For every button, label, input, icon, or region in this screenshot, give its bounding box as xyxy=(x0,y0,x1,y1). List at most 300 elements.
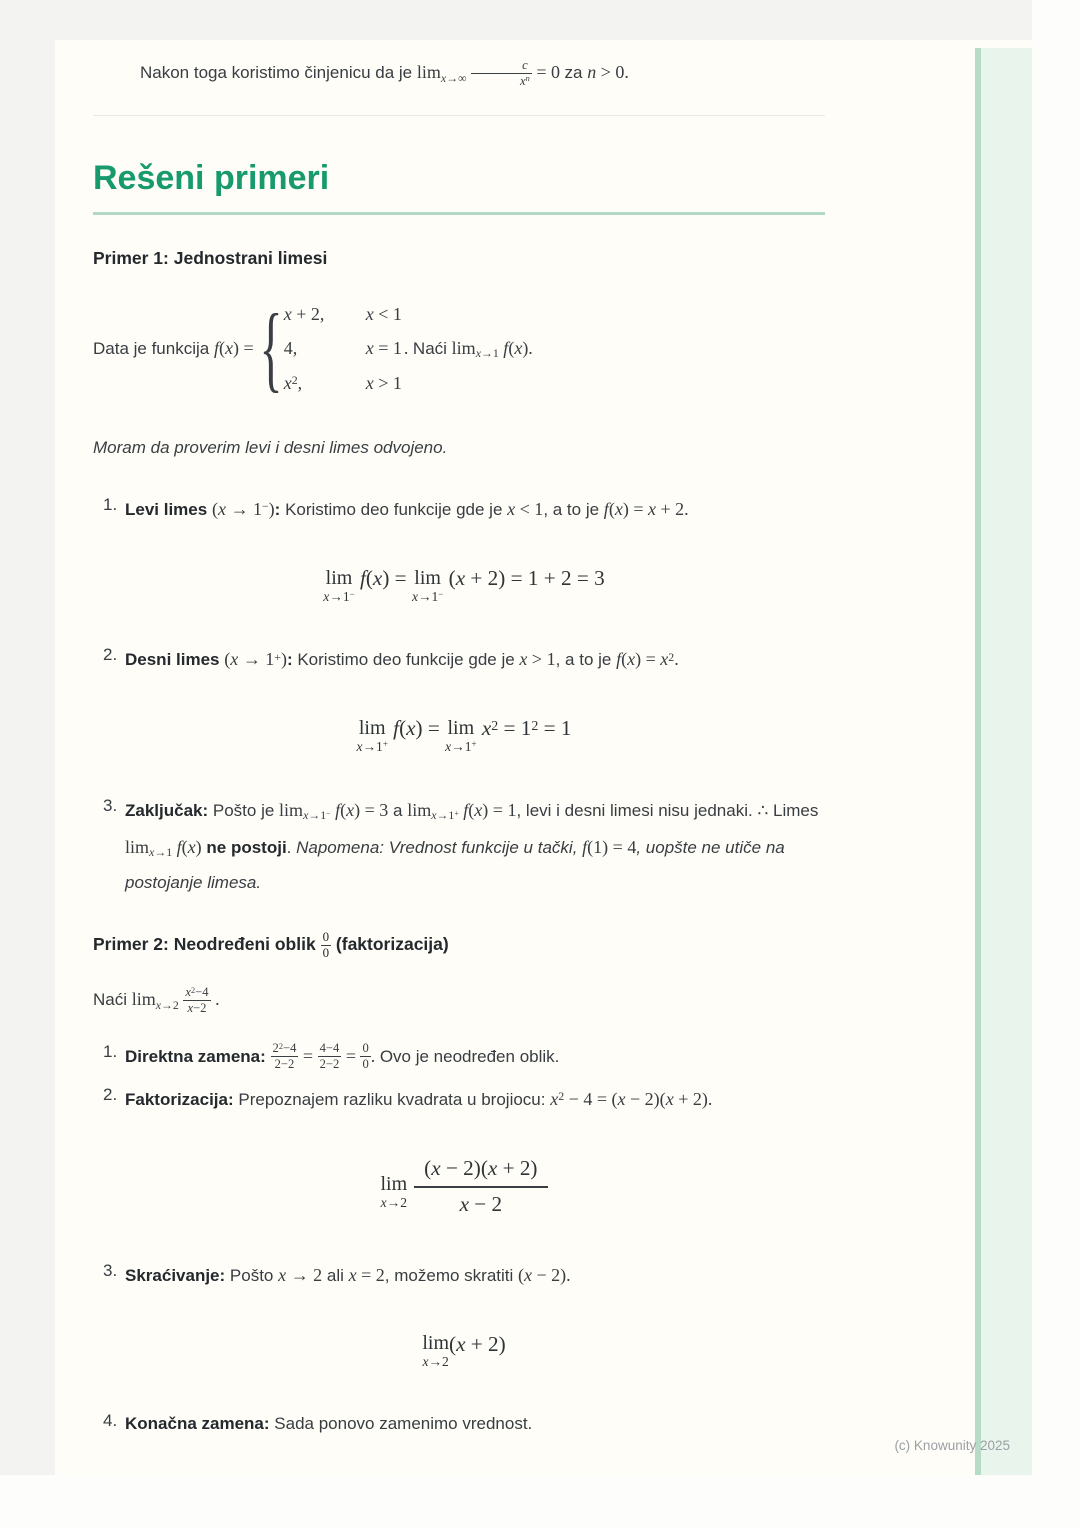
text-run: ( xyxy=(424,1156,432,1181)
text-run: Faktorizacija xyxy=(125,1089,228,1109)
text-run: ) = xyxy=(415,716,446,741)
text-run: x xyxy=(348,1264,357,1285)
text-run: ( xyxy=(340,799,347,820)
text-run: Data je funkcija xyxy=(93,339,214,359)
text-run: ( xyxy=(608,499,615,520)
text-run xyxy=(271,1041,299,1071)
text-run: Naći xyxy=(412,339,452,359)
text-run xyxy=(414,1155,547,1188)
text-run: f xyxy=(335,799,341,820)
text-run: , možemo skratiti xyxy=(384,1265,518,1285)
item-number: 2. xyxy=(103,645,118,665)
text-run: 4−4 xyxy=(319,1041,340,1056)
text-run: c xyxy=(522,58,528,72)
text-run: Primer 2: Neodređeni oblik xyxy=(93,934,321,955)
text-run xyxy=(155,997,179,1012)
item-text xyxy=(125,1407,825,1442)
text-run: 2 xyxy=(278,1042,283,1052)
text-run: 2 xyxy=(668,649,675,664)
text-run: Zaključak xyxy=(125,800,203,820)
text-run: x xyxy=(459,1192,469,1217)
text-run: −2 xyxy=(193,1000,207,1015)
text-run: − xyxy=(349,589,355,600)
text-run: : xyxy=(202,800,213,820)
text-run: 2−2 xyxy=(319,1057,340,1072)
text-run: ( xyxy=(468,799,475,820)
text-run: 2 xyxy=(531,718,539,734)
text-run xyxy=(440,70,467,85)
text-run: Koristimo deo funkcije gde je xyxy=(297,650,520,670)
text-run: lim xyxy=(358,716,386,739)
piecewise-row xyxy=(284,297,402,331)
text-run: x xyxy=(380,1195,387,1211)
text-run xyxy=(262,501,269,513)
text-run: →1 xyxy=(362,738,383,754)
text-run: − 4 = ( xyxy=(564,1088,618,1109)
text-run: lim xyxy=(380,1173,408,1196)
text-run: < 1 xyxy=(515,499,544,520)
text-run: −4 xyxy=(282,1041,297,1056)
text-run: + xyxy=(471,739,477,750)
text-run: x xyxy=(217,499,226,520)
text-run: = 0 xyxy=(531,62,565,83)
text-run xyxy=(668,649,675,664)
text-run: ( xyxy=(443,566,456,591)
text-run: x xyxy=(283,304,292,325)
text-run: + xyxy=(274,649,281,664)
text-run: ( xyxy=(365,566,373,591)
text-run: f xyxy=(213,338,219,359)
text-run: ) xyxy=(195,836,202,857)
text-run: : xyxy=(260,1046,271,1066)
text-run xyxy=(360,1041,370,1071)
text-run xyxy=(422,1333,449,1369)
text-run: x xyxy=(514,338,523,359)
text-run: + 2. xyxy=(655,499,689,520)
text-run xyxy=(321,930,331,961)
text-run: 4, xyxy=(283,338,298,359)
text-run xyxy=(350,589,355,599)
text-run: 2 xyxy=(491,718,499,734)
text-run xyxy=(183,985,210,1015)
text-run: , levi i desni limesi nisu jednaki. xyxy=(516,800,758,820)
text-run: n xyxy=(525,74,530,84)
primer1-heading: Primer 1: Jednostrani limesi xyxy=(93,247,328,268)
pdf-page xyxy=(55,40,1032,1475)
text-run: x xyxy=(647,499,656,520)
text-run xyxy=(318,1057,342,1072)
text-run xyxy=(454,809,458,818)
text-run: → 1 xyxy=(238,649,275,670)
text-run: x xyxy=(185,985,191,1000)
text-run: lim xyxy=(125,836,150,857)
text-run: ) = 1 xyxy=(482,799,517,820)
text-run xyxy=(422,1355,449,1369)
text-run xyxy=(360,1041,370,1057)
equation-left-limit xyxy=(103,566,825,603)
text-run: (1) = 4 xyxy=(587,836,637,857)
text-run: − xyxy=(438,589,444,600)
text-run: x xyxy=(431,808,437,823)
text-run: . xyxy=(403,338,413,359)
text-run: f xyxy=(393,716,400,741)
text-run: lim xyxy=(451,338,476,359)
text-run xyxy=(326,809,330,818)
text-run: ) xyxy=(280,649,287,670)
text-run: ) = xyxy=(622,499,648,520)
text-run: x xyxy=(149,845,155,859)
text-run: 0 xyxy=(322,929,330,945)
text-run: →2 xyxy=(428,1354,449,1370)
text-run: x xyxy=(445,738,452,754)
text-run: > 1 xyxy=(527,649,556,670)
outer-bottom-margin xyxy=(0,1475,1080,1528)
text-run: 0 xyxy=(362,1041,369,1056)
item-number: 1. xyxy=(103,1041,118,1061)
text-run: : xyxy=(263,1413,275,1433)
text-run xyxy=(471,739,476,749)
text-run xyxy=(558,1088,565,1103)
text-run: →∞ xyxy=(446,70,467,85)
text-run: f xyxy=(503,338,509,359)
text-run: →1 xyxy=(154,845,173,859)
text-run xyxy=(414,1155,547,1218)
text-run: + 2) = 1 + 2 = 3 xyxy=(465,566,605,591)
item-number: 3. xyxy=(103,795,118,815)
list-item xyxy=(103,491,825,528)
item-number: 1. xyxy=(103,495,118,515)
text-run: Ovo je neodređen oblik. xyxy=(379,1046,560,1066)
text-run: , a to je xyxy=(555,650,617,670)
text-run: 0 xyxy=(322,945,330,961)
text-run: − 2)( xyxy=(625,1088,666,1109)
text-run: + xyxy=(382,739,388,750)
text-run: x xyxy=(406,716,416,741)
text-run: f xyxy=(463,799,469,820)
text-run: x xyxy=(475,346,481,361)
text-run: x xyxy=(440,70,447,85)
text-run: > 1 xyxy=(373,372,402,393)
text-run: 2 xyxy=(190,985,196,995)
text-run xyxy=(412,568,443,604)
text-run: x xyxy=(550,1088,559,1109)
text-run: lim xyxy=(447,716,475,739)
text-run: − 2)( xyxy=(440,1156,488,1181)
text-run: f xyxy=(603,499,609,520)
text-run: = xyxy=(341,1045,361,1066)
text-run xyxy=(445,740,476,754)
text-run: x xyxy=(187,1000,194,1015)
text-run: ( xyxy=(508,338,515,359)
text-run: Prepoznajem razliku kvadrata u brojiocu: xyxy=(238,1089,551,1109)
piecewise-row xyxy=(284,331,402,365)
text-run: f xyxy=(176,836,182,857)
text-run: →1 xyxy=(451,738,472,754)
text-run xyxy=(526,74,530,83)
text-run: x xyxy=(627,649,636,670)
text-run: Nakon toga koristimo činjenicu da je xyxy=(140,63,417,83)
text-run xyxy=(383,739,388,749)
text-run: ali xyxy=(322,1265,349,1285)
text-run: x xyxy=(524,1264,532,1285)
text-run: = 2 xyxy=(356,1264,385,1285)
text-run: − 2 xyxy=(468,1192,503,1217)
list-item xyxy=(103,1407,825,1442)
text-run: 2 xyxy=(272,1041,279,1056)
text-run: ) = 3 xyxy=(354,799,389,820)
text-run xyxy=(476,348,499,360)
text-run: x xyxy=(365,304,374,325)
text-run: 0 xyxy=(362,1057,369,1072)
text-run: x xyxy=(365,338,374,359)
text-run: x xyxy=(456,1331,466,1356)
list-item xyxy=(103,792,825,901)
text-run: ∴ xyxy=(757,800,769,821)
text-run: + 2, xyxy=(291,304,325,325)
text-run: →1 xyxy=(480,346,499,361)
text-run: x xyxy=(283,372,292,393)
text-run xyxy=(183,1001,210,1016)
text-run: + 2) xyxy=(497,1156,538,1181)
piecewise-expr xyxy=(284,331,366,365)
text-run: lim xyxy=(325,566,353,589)
piecewise-cond xyxy=(366,366,402,400)
text-run: − 2). xyxy=(532,1264,571,1285)
text-run xyxy=(381,1174,408,1210)
text-run: : xyxy=(228,1089,239,1109)
piecewise-cond xyxy=(366,331,402,365)
text-run xyxy=(271,1041,299,1057)
text-run: . xyxy=(286,837,297,857)
text-run xyxy=(279,1042,283,1051)
text-run: x xyxy=(303,808,309,823)
item-number: 2. xyxy=(103,1084,118,1104)
text-run: , a to je xyxy=(543,500,604,520)
text-run: , uopšte ne utiče na postojanje limesa. xyxy=(125,837,785,892)
text-run: lim xyxy=(279,799,304,820)
text-run: Limes xyxy=(768,800,819,820)
text-run xyxy=(149,847,172,859)
item-text xyxy=(125,1038,825,1075)
ordered-list-primer2 xyxy=(93,1038,825,1442)
text-run: − xyxy=(261,499,269,514)
item-text xyxy=(125,1081,825,1118)
text-run: : xyxy=(219,1265,230,1285)
paragraph-intro xyxy=(93,58,825,88)
text-run: > 0. xyxy=(596,62,629,83)
item-text xyxy=(125,491,825,528)
text-run: x xyxy=(422,1354,429,1370)
item-text xyxy=(125,1257,825,1294)
text-run: Levi limes xyxy=(125,500,212,520)
text-run: x xyxy=(323,588,330,604)
text-run: f xyxy=(359,566,366,591)
text-run xyxy=(191,986,195,995)
text-run: Pošto je xyxy=(212,800,280,820)
text-run xyxy=(318,1041,342,1057)
item-number: 4. xyxy=(103,1410,118,1430)
text-run: Napomena: Vrednost funkcije u tački, xyxy=(296,837,583,857)
text-run: x xyxy=(481,716,492,741)
piecewise-row xyxy=(284,366,402,400)
piecewise-table xyxy=(284,297,402,400)
piecewise-cond xyxy=(366,297,402,331)
text-run xyxy=(471,58,532,88)
piecewise-expr xyxy=(284,297,366,331)
text-run xyxy=(183,985,210,1001)
brace-glyph: { xyxy=(259,294,283,402)
text-run: f xyxy=(616,649,622,670)
text-run: x xyxy=(278,1264,287,1285)
text-run: x xyxy=(455,566,466,591)
text-run: Naći xyxy=(93,990,132,1010)
text-run xyxy=(491,718,498,733)
item-text xyxy=(125,641,825,678)
text-run: x xyxy=(520,73,526,88)
text-run xyxy=(414,1188,547,1219)
text-run: . xyxy=(674,649,679,670)
page-content xyxy=(55,40,825,1442)
text-run xyxy=(360,1057,370,1072)
text-run xyxy=(323,568,354,604)
thought-note: Moram da proverim levi i desni limes odvojeno. xyxy=(93,437,448,457)
text-run: ( xyxy=(518,1264,524,1285)
text-run: ( xyxy=(211,499,218,520)
text-run: ne postoji xyxy=(206,837,287,857)
text-run: ) = xyxy=(635,649,661,670)
list-item xyxy=(103,1257,825,1294)
text-run: Koristimo deo funkcije gde je xyxy=(285,500,508,520)
piecewise-prefix xyxy=(93,334,254,363)
text-run: lim xyxy=(416,62,441,83)
text-run xyxy=(412,590,443,604)
list-item xyxy=(103,1038,825,1075)
text-run: →2 xyxy=(161,997,179,1012)
text-run: x xyxy=(487,1156,498,1181)
text-run: lim xyxy=(407,799,432,820)
text-run: x xyxy=(365,372,374,393)
text-run: x xyxy=(372,566,383,591)
text-run: ) xyxy=(268,499,275,520)
text-run: + 2) xyxy=(465,1331,506,1356)
task-paragraph xyxy=(93,985,825,1015)
text-run: , xyxy=(297,372,303,393)
text-run: n xyxy=(587,62,597,83)
text-run: → 2 xyxy=(286,1264,323,1285)
decor-green-band xyxy=(975,48,1032,1475)
text-run: x xyxy=(230,649,239,670)
text-run xyxy=(356,718,387,754)
text-run xyxy=(323,590,354,604)
text-run: = 1 xyxy=(373,338,402,359)
piecewise-definition xyxy=(93,294,825,402)
text-run: + 2). xyxy=(673,1088,713,1109)
text-run: ( xyxy=(224,649,231,670)
text-run xyxy=(471,74,532,89)
text-run: 2 xyxy=(558,1088,565,1103)
text-run: lim xyxy=(414,566,441,589)
text-run xyxy=(381,1196,408,1210)
text-run: →2 xyxy=(386,1195,407,1211)
text-run: x xyxy=(411,588,418,604)
text-run: x xyxy=(474,799,483,820)
text-run: x xyxy=(519,649,528,670)
text-run: x xyxy=(431,1156,441,1181)
text-run xyxy=(271,1057,299,1072)
list-item xyxy=(103,1081,825,1118)
text-run xyxy=(445,718,476,754)
equation-canceled xyxy=(103,1332,825,1369)
text-run: x xyxy=(187,836,196,857)
text-run: →1 xyxy=(329,588,350,604)
text-run: x xyxy=(665,1088,674,1109)
text-run: Desni limes xyxy=(125,650,225,670)
text-run: . xyxy=(210,989,220,1010)
ordered-list-primer1 xyxy=(93,491,825,900)
text-run: ( xyxy=(621,649,628,670)
text-run: a xyxy=(388,800,408,820)
text-run: < 1 xyxy=(373,304,402,325)
text-run xyxy=(356,740,387,754)
equation-right-limit xyxy=(103,716,825,753)
text-run: = xyxy=(298,1045,318,1066)
text-run: Skraćivanje xyxy=(125,1265,220,1285)
item-number: 3. xyxy=(103,1260,118,1280)
piecewise-expr xyxy=(284,366,366,400)
text-run xyxy=(471,58,532,74)
text-run: : xyxy=(274,500,286,520)
text-run: = 1 xyxy=(538,716,572,741)
text-run xyxy=(303,810,331,822)
text-run: x xyxy=(507,499,516,520)
section-title: Rešeni primeri xyxy=(93,160,825,214)
text-run: ). xyxy=(522,338,533,359)
text-run: za xyxy=(564,63,588,83)
outer-right-margin xyxy=(1032,0,1080,1528)
text-run xyxy=(438,589,443,599)
list-item xyxy=(103,641,825,678)
text-run: x xyxy=(617,1088,626,1109)
text-run xyxy=(531,718,538,733)
text-run: ( xyxy=(218,338,225,359)
text-run: x xyxy=(224,338,233,359)
text-run xyxy=(274,649,281,664)
text-run: ( xyxy=(449,1331,457,1356)
text-run xyxy=(431,810,459,822)
text-run: − xyxy=(326,808,331,818)
text-run: ) = xyxy=(382,566,412,591)
text-run: Pošto xyxy=(229,1265,279,1285)
text-run: lim xyxy=(131,989,156,1010)
text-run: →1 xyxy=(417,588,439,604)
text-run: f xyxy=(582,836,588,857)
text-run: x xyxy=(660,649,669,670)
text-run: →1 xyxy=(308,808,327,823)
text-run: = 1 xyxy=(498,716,532,741)
text-run: ( xyxy=(181,836,188,857)
text-run: →1 xyxy=(436,808,455,823)
text-run: ( xyxy=(399,716,407,741)
text-run: Direktna zamena xyxy=(125,1046,261,1066)
piecewise-suffix xyxy=(404,334,533,363)
text-run xyxy=(318,1041,342,1071)
text-run: x xyxy=(356,738,363,754)
copyright: (c) Knowunity 2025 xyxy=(894,1438,1010,1453)
text-run: 2 xyxy=(291,372,298,387)
text-run xyxy=(321,946,331,961)
text-run: . xyxy=(370,1045,380,1066)
text-run: + xyxy=(454,808,459,818)
